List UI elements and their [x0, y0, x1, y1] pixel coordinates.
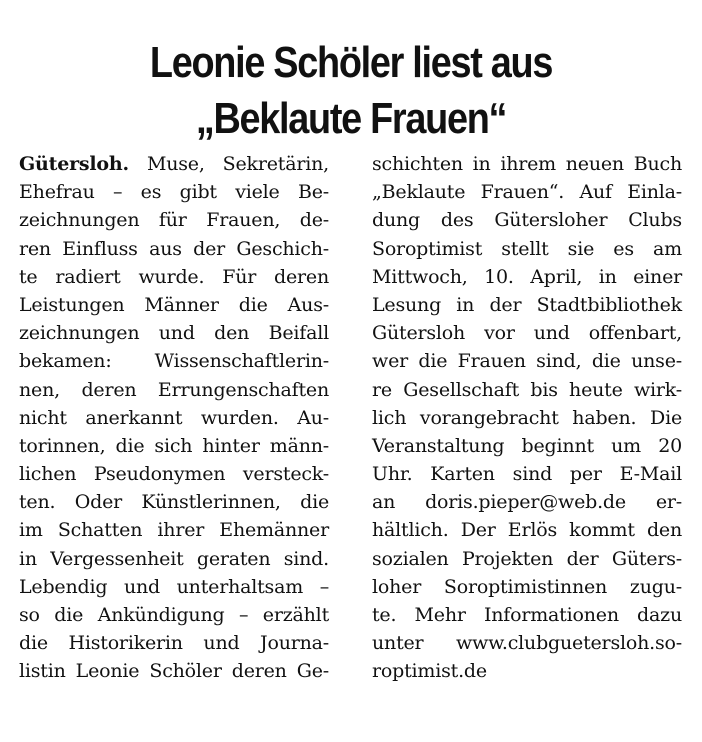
text-line: loher Soroptimistinnen zugu- — [372, 575, 682, 598]
text-line: zeichnungen und den Beifall — [19, 322, 329, 345]
text-line: zeichnungen für Frauen, de- — [19, 209, 329, 232]
text-line: Leistungen Männer die Aus- — [19, 293, 329, 316]
text-line: Lesung in der Stadtbibliothek — [372, 293, 682, 316]
text-line: in Vergessenheit geraten sind. — [19, 547, 329, 570]
text-line: Ehefrau – es gibt viele Be- — [19, 181, 329, 204]
text-line: te. Mehr Informationen dazu — [372, 604, 682, 626]
text-line: nicht anerkannt wurden. Au- — [19, 406, 329, 429]
text-line: re Gesellschaft bis heute wirk- — [372, 378, 682, 401]
dateline: Gütersloh. — [19, 153, 129, 175]
text-line: Lebendig und unterhaltsam – — [19, 575, 329, 598]
headline-line-2: „Beklaute Frauen“ — [195, 94, 507, 144]
text-line: lich vorangebracht haben. Die — [372, 406, 682, 429]
text-line: Uhr. Karten sind per E-Mail — [372, 463, 682, 486]
text-line: schichten in ihrem neuen Buch — [372, 153, 682, 175]
text-line: Veranstaltung beginnt um 20 — [372, 434, 682, 457]
text-line: Soroptimist stellt sie es am — [372, 237, 682, 260]
text-line: im Schatten ihrer Ehemänner — [19, 519, 329, 542]
text-line: bekamen: Wissenschaftlerin- — [19, 350, 329, 373]
text-line: sozialen Projekten der Güters- — [372, 547, 682, 570]
text-line: die Historikerin und Journa- — [19, 632, 329, 655]
text-line: torinnen, die sich hinter männ- — [19, 434, 329, 457]
text-line: lichen Pseudonymen versteck- — [19, 463, 329, 486]
text-line: ren Einfluss aus der Geschich- — [19, 237, 329, 260]
article-headline — [49, 35, 653, 147]
article-column-left — [19, 150, 329, 686]
headline-line-1: Leonie Schöler liest aus — [149, 38, 553, 88]
text-line: unter www.clubguetersloh.so- — [372, 632, 682, 655]
text-line-content: Muse, Sekretärin, — [128, 153, 329, 175]
text-line: „Beklaute Frauen“. Auf Einla- — [372, 181, 682, 204]
text-line: hältlich. Der Erlös kommt den — [372, 519, 682, 542]
text-line: ten. Oder Künstlerinnen, die — [19, 491, 329, 514]
text-line: nen, deren Errungenschaften — [19, 378, 329, 401]
text-line: dung des Gütersloher Clubs — [372, 209, 682, 232]
text-line — [19, 150, 329, 178]
text-line: wer die Frauen sind, die unse- — [372, 350, 682, 373]
text-line: Gütersloh vor und offenbart, — [372, 322, 682, 345]
text-line: listin Leonie Schöler deren Ge- — [19, 660, 329, 683]
text-line: an doris.pieper@web.de er- — [372, 491, 682, 514]
text-line: te radiert wurde. Für deren — [19, 265, 329, 288]
text-line: roptimist.de — [372, 660, 487, 683]
text-line: Mittwoch, 10. April, in einer — [372, 265, 682, 288]
text-line: so die Ankündigung – erzählt — [19, 604, 329, 626]
article-column-right — [372, 150, 682, 686]
